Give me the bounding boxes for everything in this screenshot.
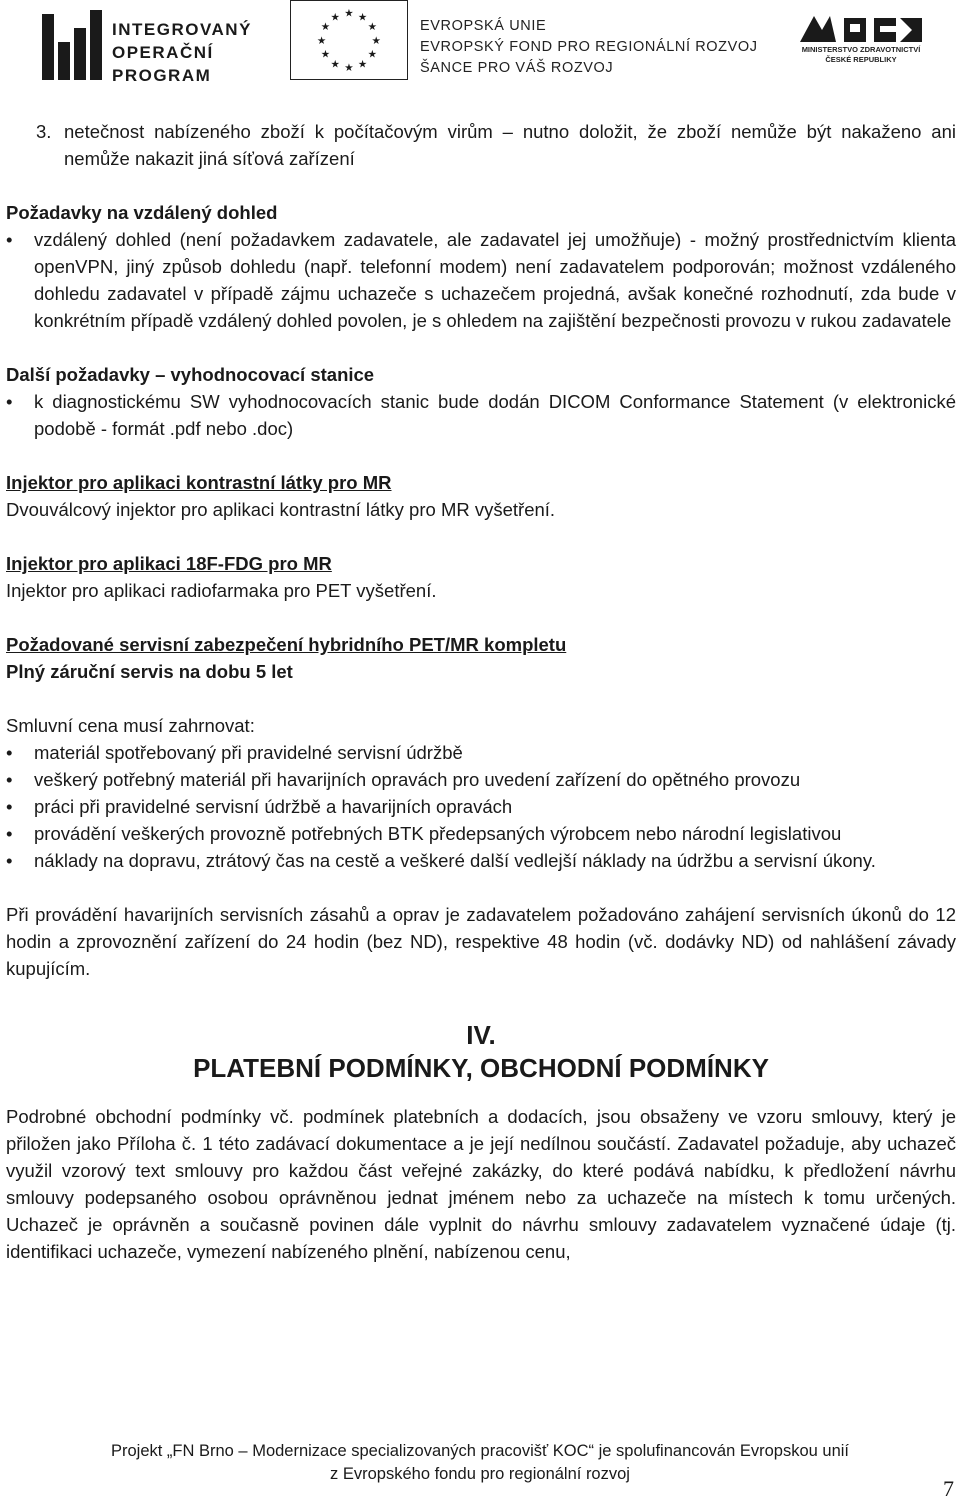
bullet-icon: •	[6, 391, 13, 412]
injector-fdg-heading: Injektor pro aplikaci 18F-FDG pro MR	[6, 553, 332, 574]
injector-mr-heading: Injektor pro aplikaci kontrastní látky pro MR	[6, 472, 392, 493]
bullet-icon: •	[6, 823, 13, 844]
service-intro: Smluvní cena musí zahrnovat:	[6, 715, 255, 736]
list-item	[6, 847, 956, 874]
list-item-text: materiál spotřebovaný při pravidelné servisní údržbě	[34, 742, 463, 763]
bullet-icon: •	[6, 796, 13, 817]
iop-line: OPERAČNÍ	[112, 43, 214, 62]
iop-line: INTEGROVANÝ	[112, 20, 252, 39]
injector-mr-text: Dvouválcový injektor pro aplikaci kontrastní látky pro MR vyšetření.	[6, 499, 556, 520]
page-footer	[0, 1440, 960, 1486]
item-text: netečnost nabízeného zboží k počítačovým virům – nutno doložit, že zboží nemůže být nakaženo ani nemůže nakazit jiná síťová zařízení	[64, 121, 956, 169]
iop-logo	[40, 8, 270, 85]
remote-monitoring-list	[6, 226, 956, 334]
svg-text:★: ★	[316, 34, 327, 47]
list-item	[6, 766, 956, 793]
bullet-icon: •	[6, 850, 13, 871]
eu-line: ŠANCE PRO VÁŠ ROZVOJ	[420, 60, 614, 76]
other-requirements-heading: Další požadavky – vyhodnocovací stanice	[6, 364, 375, 385]
page-header	[0, 0, 960, 90]
ministry-logo-mark-icon	[796, 12, 926, 44]
item-number: 3.	[36, 121, 52, 142]
bullet-icon: •	[6, 769, 13, 790]
service-paragraph: Při provádění havarijních servisních zásahů a oprav je zadavatelem požadováno zahájení servisních úkonů do 12 hodin a zprovoznění zařízení do 24 hodin (bez ND), respektive 48 hodin (vč. dodávky ND) od nahlášení závady kupujícím.	[6, 904, 956, 979]
eu-flag-icon	[290, 0, 408, 80]
list-item	[6, 820, 956, 847]
list-item-text: vzdálený dohled (není požadavkem zadavatele, ale zadavatel jej umožňuje) - možný prostřednictvím klienta openVPN, jiný způsob dohledu (např. telefonní modem) není zadavatelem podporován; možnost vzdáleného dohledu zadavatel v případě zájmu uchazeče s uchazečem projedná, avšak konečné rozhodnutí, zda bude v konkrétním případě vzdálený dohled povolen, je s ohledem na zajištění bezpečnosti provozu v rukou zadavatele	[34, 229, 956, 331]
section-title: PLATEBNÍ PODMÍNKY, OBCHODNÍ PODMÍNKY	[193, 1053, 769, 1083]
iop-logo-mark-icon	[40, 8, 104, 82]
svg-text:★: ★	[367, 48, 378, 61]
eu-line: EVROPSKÝ FOND PRO REGIONÁLNÍ ROZVOJ	[420, 39, 758, 55]
svg-text:★: ★	[371, 34, 382, 47]
svg-text:★: ★	[330, 58, 341, 71]
list-item-text: náklady na dopravu, ztrátový čas na cestě a veškeré další vedlejší náklady na údržbu a servisní úkony.	[34, 850, 876, 871]
list-item-text: k diagnostickému SW vyhodnocovacích stanic bude dodán DICOM Conformance Statement (v elektronické podobě - formát .pdf nebo .doc)	[34, 391, 956, 439]
numbered-item-3	[36, 118, 956, 172]
svg-text:★: ★	[367, 21, 378, 34]
ministry-logo	[796, 12, 926, 72]
bullet-icon: •	[6, 742, 13, 763]
list-item-text: práci při pravidelné servisní údržbě a havarijních opravách	[34, 796, 513, 817]
iop-line: PROGRAM	[112, 66, 212, 85]
service-list	[6, 739, 956, 874]
service-subheading: Plný záruční servis na dobu 5 let	[6, 661, 293, 682]
section-number: IV.	[466, 1020, 496, 1050]
eu-line: EVROPSKÁ UNIE	[420, 18, 547, 34]
ministry-caption	[796, 45, 926, 65]
service-heading: Požadované servisní zabezpečení hybridního PET/MR kompletu	[6, 634, 567, 655]
injector-fdg-text: Injektor pro aplikaci radiofarmaka pro PET vyšetření.	[6, 580, 437, 601]
svg-text:★: ★	[330, 11, 341, 24]
list-item-text: veškerý potřebný materiál při havarijních opravách pro uvedení zařízení do opětného provozu	[34, 769, 801, 790]
remote-monitoring-heading: Požadavky na vzdálený dohled	[6, 202, 278, 223]
svg-text:★: ★	[344, 7, 354, 20]
list-item	[6, 793, 956, 820]
list-item	[6, 388, 956, 442]
other-requirements-list	[6, 388, 956, 442]
svg-text:★: ★	[357, 58, 368, 71]
list-item	[6, 739, 956, 766]
svg-text:★: ★	[357, 11, 368, 24]
svg-text:★: ★	[344, 62, 354, 75]
bullet-icon: •	[6, 229, 13, 250]
document-body	[6, 118, 956, 1265]
section-paragraph: Podrobné obchodní podmínky vč. podmínek platebních a dodacích, jsou obsaženy ve vzoru smlouvy, který je přiložen jako Příloha č. 1 této zadávací dokumentace a je její nedílnou součástí. Zadavatel požaduje, aby uchazeč využil vzorový text smlouvy pro každou část veřejné zakázky, do které podává nabídku, k předložení návrhu smlouvy podepsaného osobou oprávněnou jednat jménem nebo za uchazeče na místech k tomu určených. Uchazeč je oprávněn a současně povinen dále vyplnit do návrhu smlouvy zadavatelem vyznačené údaje (tj. identifikaci uchazeče, vymezení nabízeného plnění, nabízenou cenu,	[6, 1106, 956, 1262]
list-item-text: provádění veškerých provozně potřebných BTK předepsaných výrobcem nebo národní legislativou	[34, 823, 842, 844]
ministry-caption-line: MINISTERSTVO ZDRAVOTNICTVÍ	[801, 45, 921, 54]
svg-text:★: ★	[320, 48, 331, 61]
page-number: 7	[943, 1476, 954, 1501]
ministry-caption-line: ČESKÉ REPUBLIKY	[825, 55, 897, 64]
iop-logo-text	[112, 18, 252, 87]
list-item	[6, 226, 956, 334]
svg-text:★: ★	[320, 21, 331, 34]
eu-logo-text	[420, 16, 758, 79]
footer-line: Projekt „FN Brno – Modernizace specializovaných pracovišť KOC“ je spolufinancován Evropskou unií	[110, 1442, 850, 1460]
footer-line: z Evropského fondu pro regionální rozvoj	[330, 1465, 630, 1483]
